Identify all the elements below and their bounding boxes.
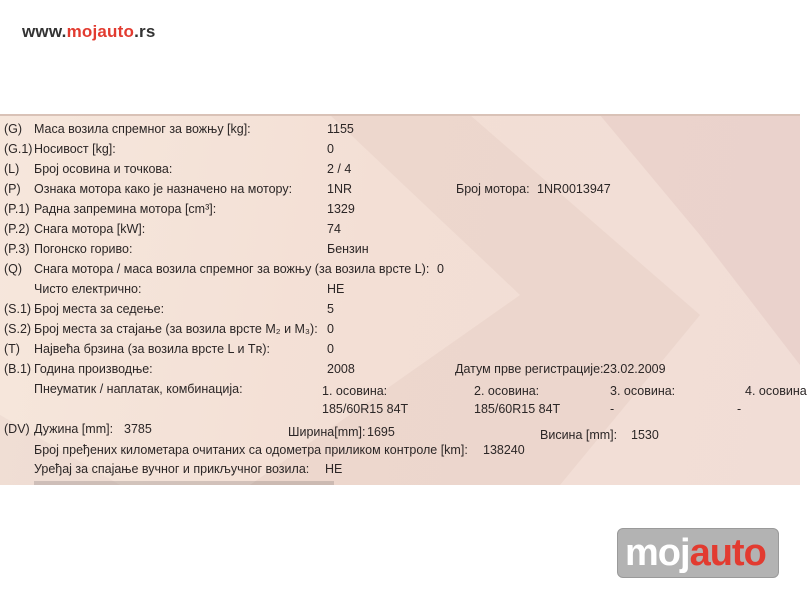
site-url-prefix: www. [22, 22, 67, 41]
tire-size: 185/60R15 84T [474, 402, 561, 416]
field-value: НЕ [327, 282, 345, 296]
field-code: (S.2) [4, 322, 32, 336]
field-label: Ознака мотора како је назначено на мотору: [34, 182, 293, 196]
width-value: 1695 [367, 425, 395, 439]
tire-axle-label: 1. осовина: [322, 384, 388, 398]
field-value: 74 [327, 222, 341, 236]
field-code: (P.1) [4, 202, 30, 216]
width-label: Ширина[mm]: [288, 425, 366, 439]
field-value: 5 [327, 302, 334, 316]
tire-size: - [737, 402, 742, 416]
coupling-label: Уређај за спајање вучног и прикључног возила: [34, 462, 310, 476]
field-value: 0 [327, 322, 334, 336]
field-value: 2 / 4 [327, 162, 352, 176]
site-url-brand-b: auto [97, 22, 135, 41]
field-value: 0 [327, 142, 334, 156]
field-label: Највећа брзина (за возила врсте L и Tʀ): [34, 342, 270, 356]
field-code: (P) [4, 182, 21, 196]
odometer-value: 138240 [483, 443, 525, 457]
length-value: 3785 [124, 422, 152, 436]
field-label: Број места за стајање (за возила врсте M₂ и M₃): [34, 322, 318, 336]
field-code: (P.2) [4, 222, 30, 236]
field-value: 2008 [327, 362, 355, 376]
field-label: Снага мотора / маса возила спремног за вожњу (за возила врсте L): [34, 262, 430, 276]
field-value: 1155 [327, 122, 354, 136]
coupling-value: НЕ [325, 462, 343, 476]
field-label: Маса возила спремног за вожњу [kg]: [34, 122, 251, 136]
tire-size: - [610, 402, 615, 416]
field-value: 1329 [327, 202, 355, 216]
field-value: 0 [437, 262, 444, 276]
field-label: Чисто електрично: [34, 282, 142, 296]
site-url-suffix: .rs [134, 22, 156, 41]
field-label: Носивост [kg]: [34, 142, 116, 156]
field-code: (T) [4, 342, 20, 356]
tire-axle-label: 4. осовина [745, 384, 807, 398]
engine-number-value: 1NR0013947 [537, 182, 611, 196]
height-label: Висина [mm]: [540, 428, 618, 442]
field-value: 1NR [327, 182, 353, 196]
tire-axle-label: 3. осовина: [610, 384, 676, 398]
tire-size: 185/60R15 84T [322, 402, 409, 416]
site-url[interactable] [22, 22, 155, 42]
logo-text-b: auto [689, 532, 766, 574]
tire-axle-label: 2. осовина: [474, 384, 540, 398]
first-registration-label: Датум прве регистрације: [455, 362, 604, 376]
mojauto-watermark-logo [617, 528, 779, 578]
field-code: (G) [4, 122, 23, 136]
field-value: Бензин [327, 242, 369, 256]
field-code: (Q) [4, 262, 23, 276]
field-label: Пнеуматик / наплатак, комбинација: [34, 382, 243, 396]
logo-text-a: moj [625, 532, 690, 574]
field-label: Број осовина и точкова: [34, 162, 173, 176]
field-label: Радна запремина мотора [cm³]: [34, 202, 217, 216]
field-label: Погонско гориво: [34, 242, 133, 256]
engine-number-label: Број мотора: [456, 182, 530, 196]
field-label: Снага мотора [kW]: [34, 222, 146, 236]
registration-document-photo [0, 115, 807, 485]
cut-off-line [34, 481, 334, 485]
field-label: Година производње: [34, 362, 153, 376]
field-label: Број места за седење: [34, 302, 165, 316]
site-url-brand-a: moj [66, 22, 98, 41]
length-label: Дужина [mm]: [34, 422, 114, 436]
dimensions-code: (DV) [4, 422, 30, 436]
height-value: 1530 [631, 428, 659, 442]
first-registration-value: 23.02.2009 [603, 362, 666, 376]
field-code: (L) [4, 162, 20, 176]
odometer-label: Број пређених километара очитаних са одометра приликом контроле [km]: [34, 443, 468, 457]
field-code: (G.1) [4, 142, 33, 156]
field-value: 0 [327, 342, 334, 356]
field-code: (S.1) [4, 302, 32, 316]
field-code: (P.3) [4, 242, 30, 256]
logo-text [625, 531, 766, 575]
field-code: (B.1) [4, 362, 32, 376]
